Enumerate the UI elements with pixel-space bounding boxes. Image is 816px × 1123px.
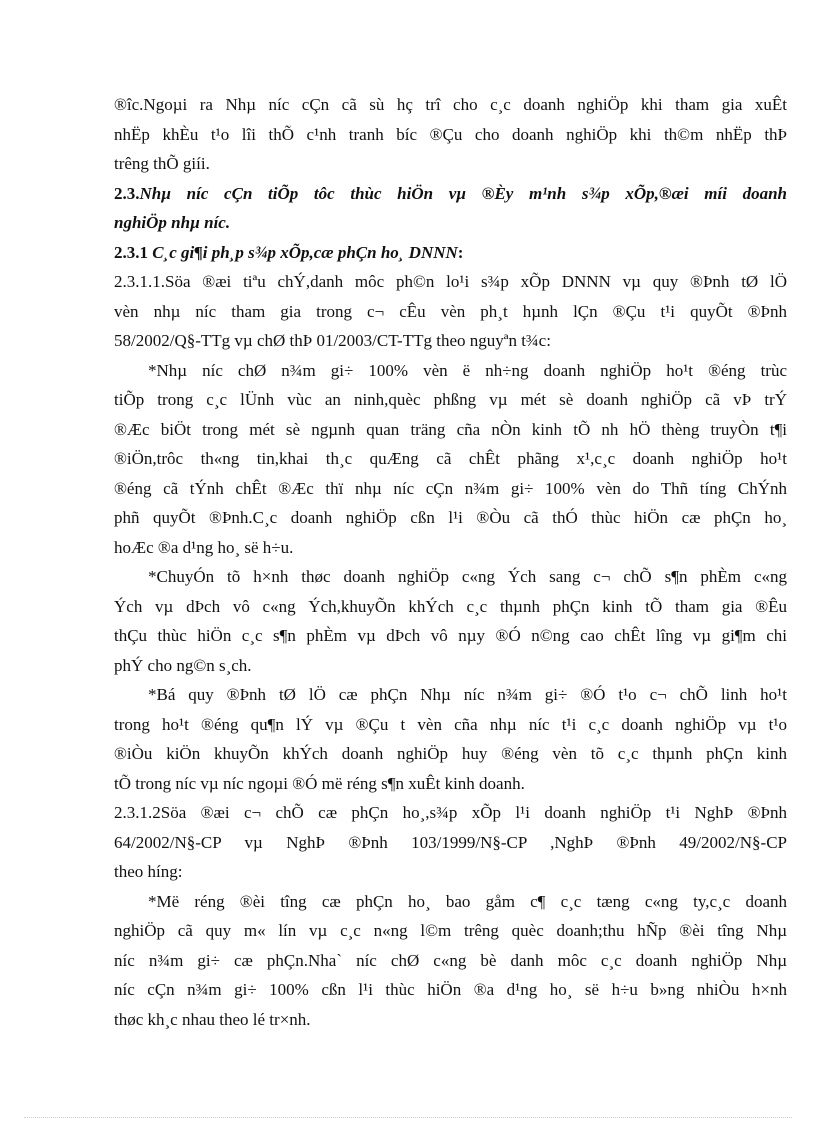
text-line: thÇu thùc hiÖn c¸c s¶n phÈm vµ dÞch vô nµy ®Ó n©ng cao chÊt lîng vµ gi¶m chi [114, 626, 787, 645]
text-line: níc cÇn n¾m gi÷ 100% cßn l¹i thùc hiÖn ®a d¹ng ho¸ së h÷u b»ng nhiÒu h×nh [114, 980, 787, 999]
text-line: Ých vµ dÞch vô c«ng Ých,khuyÕn khÝch c¸c thµnh phÇn kinh tÕ tham gia ®Êu [114, 596, 787, 616]
heading-title-cont: nghiÖp nhµ níc. [114, 213, 231, 232]
text-line: nghiÖp cã quy m« lín vµ c¸c n«ng l©m trêng quèc doanh;thu hÑp ®èi tîng Nhµ [114, 921, 787, 940]
heading-number: 2.3. [114, 183, 140, 203]
text-line: ®iÒu kiÖn khuyÕn khÝch doanh nghiÖp huy ®éng vèn tõ c¸c thµnh phÇn kinh [114, 744, 787, 763]
text-line: trêng thÕ giíi. [114, 154, 210, 173]
heading-title: Nhµ níc cÇn tiÕp tôc thùc hiÖn vµ ®Èy m¹nh s¾p xÕp,®æi míi doanh [139, 183, 787, 203]
page-bottom-divider [24, 1117, 792, 1118]
text-line: *Nhµ níc chØ n¾m gi÷ 100% vèn ë nh÷ng doanh nghiÖp ho¹t ®éng trùc [148, 360, 787, 380]
text-line: 64/2002/N§-CP vµ NghÞ ®Þnh 103/1999/N§-CP ,NghÞ ®Þnh 49/2002/N§-CP [114, 832, 787, 852]
text-line: vèn nhµ níc tham gia trong c¬ cÊu vèn ph¸t hµnh lÇn ®Çu t¹i quyÕt ®Þnh [114, 301, 787, 321]
heading-number: 2.3.1 [114, 242, 153, 262]
text-line: ®éng cã tÝnh chÊt ®Æc thï nhµ níc cÇn n¾m gi÷ 100% vèn do Thñ tíng ChÝnh [114, 478, 787, 498]
heading-2-3-1 [114, 238, 787, 268]
text-line: phÝ cho ng©n s¸ch. [114, 655, 252, 675]
text-line: phñ quyÕt ®Þnh.C¸c doanh nghiÖp cßn l¹i ®Òu cã thÓ thùc hiÖn cæ phÇn ho¸ [114, 508, 787, 527]
text-line: tÕ trong níc vµ níc ngoµi ®Ó më réng s¶n xuÊt kinh doanh. [114, 773, 525, 793]
heading-suffix: : [457, 242, 464, 262]
text-line: *Bá quy ®Þnh tØ lÖ cæ phÇn Nhµ níc n¾m gi÷ ®Ó t¹o c¬ chÕ linh ho¹t [148, 685, 787, 704]
text-line: ®Æc biÖt trong mét sè ngµnh quan träng cña nÒn kinh tÕ nh hÖ thèng truyÒn t¶i [114, 419, 787, 439]
text-line: *ChuyÓn tõ h×nh thøc doanh nghiÖp c«ng Ých sang c¬ chÕ s¶n phÈm c«ng [148, 567, 787, 586]
text-line: 2.3.1.2Söa ®æi c¬ chÕ cæ phÇn ho¸,s¾p xÕp l¹i doanh nghiÖp t¹i NghÞ ®Þnh [114, 803, 787, 822]
text-line: ®iÖn,trôc th«ng tin,khai th¸c quÆng cã chÊt phãng x¹,c¸c doanh nghiÖp ho¹t [114, 449, 787, 468]
heading-title: C¸c gi¶i ph¸p s¾p xÕp,cæ phÇn ho¸ DNNN [152, 242, 458, 262]
text-line: nhËp khÈu t¹o lîi thÕ c¹nh tranh bíc ®Çu cho doanh nghiÖp khi th©m nhËp thÞ [114, 124, 787, 144]
text-line: hoÆc ®a d¹ng ho¸ së h÷u. [114, 537, 294, 557]
heading-2-3-cont [114, 208, 787, 238]
text-line: tiÕp trong c¸c lÜnh vùc an ninh,quèc phßng vµ mét sè doanh nghiÖp cã vÞ trÝ [114, 390, 787, 409]
text-line: 2.3.1.1.Söa ®æi tiªu chÝ,danh môc ph©n lo¹i s¾p xÕp DNNN vµ quy ®Þnh tØ lÖ [114, 272, 787, 291]
text-line: 58/2002/Q§-TTg vµ chØ thÞ 01/2003/CT-TTg theo nguyªn t¾c: [114, 331, 551, 350]
text-line: thøc kh¸c nhau theo lé tr×nh. [114, 1009, 311, 1029]
text-line: ®îc.Ngoµi ra Nhµ níc cÇn cã sù hç trî cho c¸c doanh nghiÖp khi tham gia xuÊt [114, 95, 787, 114]
text-line: *Më réng ®èi tîng cæ phÇn ho¸ bao gåm c¶ c¸c tæng c«ng ty,c¸c doanh [148, 891, 787, 911]
document-body [114, 90, 787, 1034]
text-line: theo híng: [114, 862, 183, 881]
text-line: trong ho¹t ®éng qu¶n lÝ vµ ®Çu t vèn cña nhµ níc t¹i c¸c doanh nghiÖp vµ t¹o [114, 714, 787, 734]
heading-2-3 [114, 179, 787, 209]
text-line: níc n¾m gi÷ cæ phÇn.Nha` níc chØ c«ng bè danh môc c¸c doanh nghiÖp Nhµ [114, 950, 787, 970]
